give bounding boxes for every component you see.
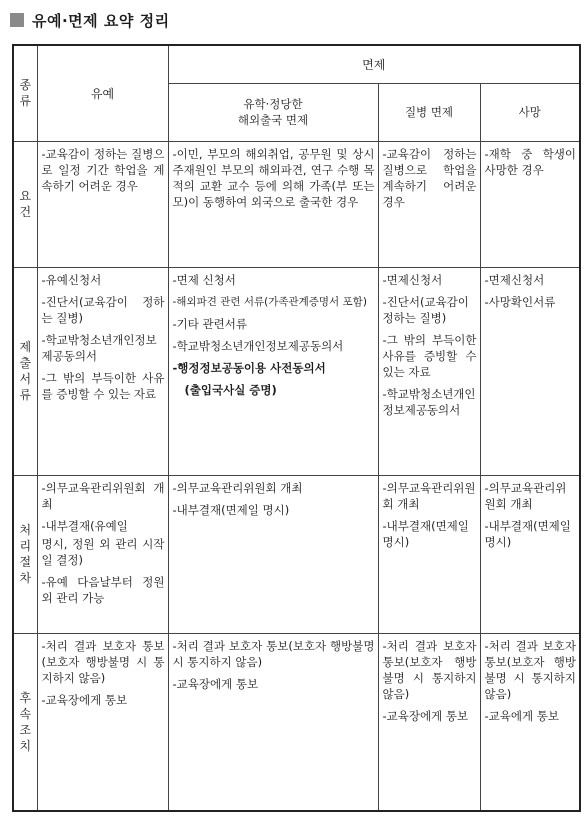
list-item: -처리 결과 보호자 통보(보호자 행방불명 시 통지하지 않음) <box>484 638 577 701</box>
list-item: -의무교육관리위원회 개최 <box>172 480 303 495</box>
table-row-followup <box>13 633 580 811</box>
cell-documents-death <box>480 267 580 475</box>
list-item: -기타 관련서류 <box>172 316 247 331</box>
page-title-row <box>10 8 170 32</box>
row-label-char: 제 <box>19 340 32 354</box>
list-item: -면제신청서 <box>484 272 545 287</box>
list-item: -그 밖의 부득이한 사유를 증빙할 수 있는 자료 <box>41 370 165 401</box>
cell-followup-death <box>480 633 580 811</box>
list-item: -그 밖의 부득이한 사유를 증빙할 수 있는 자료 <box>382 332 477 379</box>
row-label-char: 조 <box>19 722 32 737</box>
cell-requirements-study-abroad <box>168 141 378 267</box>
row-label-char: 차 <box>19 571 32 585</box>
row-label-char: 후 <box>19 690 32 705</box>
row-label-char: 치 <box>19 738 32 753</box>
death-header: 사망 <box>480 83 580 141</box>
list-item: -내부결재(면제일 명시) <box>484 518 571 549</box>
row-label-char: 건 <box>19 205 32 219</box>
cell-documents-study-abroad <box>168 267 378 475</box>
cell-requirements-deferral <box>37 141 168 267</box>
list-item: -내부결재(면제일 명시) <box>172 502 290 517</box>
study-abroad-header <box>168 83 378 141</box>
list-item: -교육장에게 통보 <box>41 692 128 707</box>
row-label-char: 출 <box>19 356 32 370</box>
cell-followup-study-abroad <box>168 633 378 811</box>
cell-requirements-death <box>480 141 580 267</box>
summary-table <box>12 44 581 812</box>
page-title: 유예·면제 요약 정리 <box>32 11 170 30</box>
list-item: -사망확인서류 <box>484 294 556 309</box>
list-item: -학교밖청소년개인정보제공동의서 <box>41 332 157 363</box>
list-item: -교육감이 정하는 질병으로 일정 기간 학업을 계속하기 어려운 경우 <box>41 146 165 193</box>
row-label-documents <box>13 267 37 475</box>
illness-header: 질병 면제 <box>378 83 480 141</box>
list-item: -이민, 부모의 해외취업, 공무원 및 상시주재원인 부모의 해외파견, 연구 수행 목적의 교환 교수 등에 의해 가족(부 또는 모)이 동행하여 외국으로 출국한 경우 <box>172 146 375 209</box>
list-item: -교육장에게 통보 <box>172 676 259 691</box>
cell-procedure-illness <box>378 475 480 633</box>
row-label-char: 리 <box>19 539 32 553</box>
list-item: -교육감이 정하는 질병으로 학업을 계속하기 어려운 경우 <box>382 146 477 209</box>
list-item: -내부결재(유예일 <box>41 518 128 533</box>
list-item: -처리 결과 보호자 통보(보호자 행방불명 시 통지하지 않음) <box>41 638 165 685</box>
category-header-line: 류 <box>19 94 32 109</box>
list-item: -교육에게 통보 <box>484 708 559 723</box>
list-item: -교육장에게 통보 <box>382 708 469 723</box>
table-row-procedure <box>13 475 580 633</box>
list-item: -내부결재(면제일 명시) <box>382 518 469 549</box>
cell-procedure-death <box>480 475 580 633</box>
list-item: -의무교육관리위원회 개최 <box>41 480 165 511</box>
deferral-header: 유예 <box>37 45 168 141</box>
cell-procedure-deferral <box>37 475 168 633</box>
cell-requirements-illness <box>378 141 480 267</box>
row-label-procedure <box>13 475 37 633</box>
study-abroad-header-line: 유학·정당한 <box>243 97 303 111</box>
row-label-char: 류 <box>19 388 32 402</box>
list-item: -진단서(교육감이 정하는 질병) <box>41 294 165 325</box>
row-label-char: 처 <box>19 523 32 537</box>
list-item: -재학 중 학생이 사망한 경우 <box>484 146 577 177</box>
row-label-followup <box>13 633 37 811</box>
table-row-requirements <box>13 141 580 267</box>
exemption-header: 면제 <box>168 45 580 83</box>
list-item: -행정정보공동이용 사전동의서 <box>172 360 326 375</box>
list-item: -처리 결과 보호자 통보(보호자 행방불명 시 통지하지 않음) <box>172 638 375 669</box>
list-item: (출입국사실 증명) <box>184 382 277 397</box>
cell-documents-deferral <box>37 267 168 475</box>
list-item: -유예신청서 <box>41 272 102 287</box>
list-item: -처리 결과 보호자 통보(보호자 행방불명 시 통지하지 않음) <box>382 638 477 701</box>
list-item: -진단서(교육감이 정하는 질병) <box>382 294 469 325</box>
list-item: -면제신청서 <box>382 272 443 287</box>
list-item: -해외파견 관련 서류(가족관계증명서 포함) <box>172 295 367 308</box>
study-abroad-header-line: 해외출국 면제 <box>237 113 309 127</box>
list-item: -면제 신청서 <box>172 272 236 287</box>
list-item: -의무교육관리위원회 개최 <box>382 480 476 511</box>
header-row-1 <box>13 45 580 83</box>
row-label-requirements <box>13 141 37 267</box>
title-bullet-square <box>10 13 24 27</box>
list-item: -유예 다음날부터 정원 외 관리 가능 <box>41 574 165 605</box>
row-label-char: 요 <box>19 189 32 203</box>
cell-followup-illness <box>378 633 480 811</box>
list-item: -학교밖청소년개인정보제공동의서 <box>172 338 344 353</box>
cell-procedure-study-abroad <box>168 475 378 633</box>
category-header <box>13 45 37 141</box>
list-item: -학교밖청소년개인정보제공동의서 <box>382 386 476 417</box>
table-row-documents <box>13 267 580 475</box>
list-item: 명시, 정원 외 관리 시작일 결정) <box>41 536 165 567</box>
row-label-char: 절 <box>19 555 32 569</box>
list-item: -의무교육관리위원회 개최 <box>484 480 567 511</box>
category-header-line: 종 <box>19 78 32 93</box>
cell-documents-illness <box>378 267 480 475</box>
row-label-char: 서 <box>19 372 32 386</box>
cell-followup-deferral <box>37 633 168 811</box>
row-label-char: 속 <box>19 706 32 721</box>
